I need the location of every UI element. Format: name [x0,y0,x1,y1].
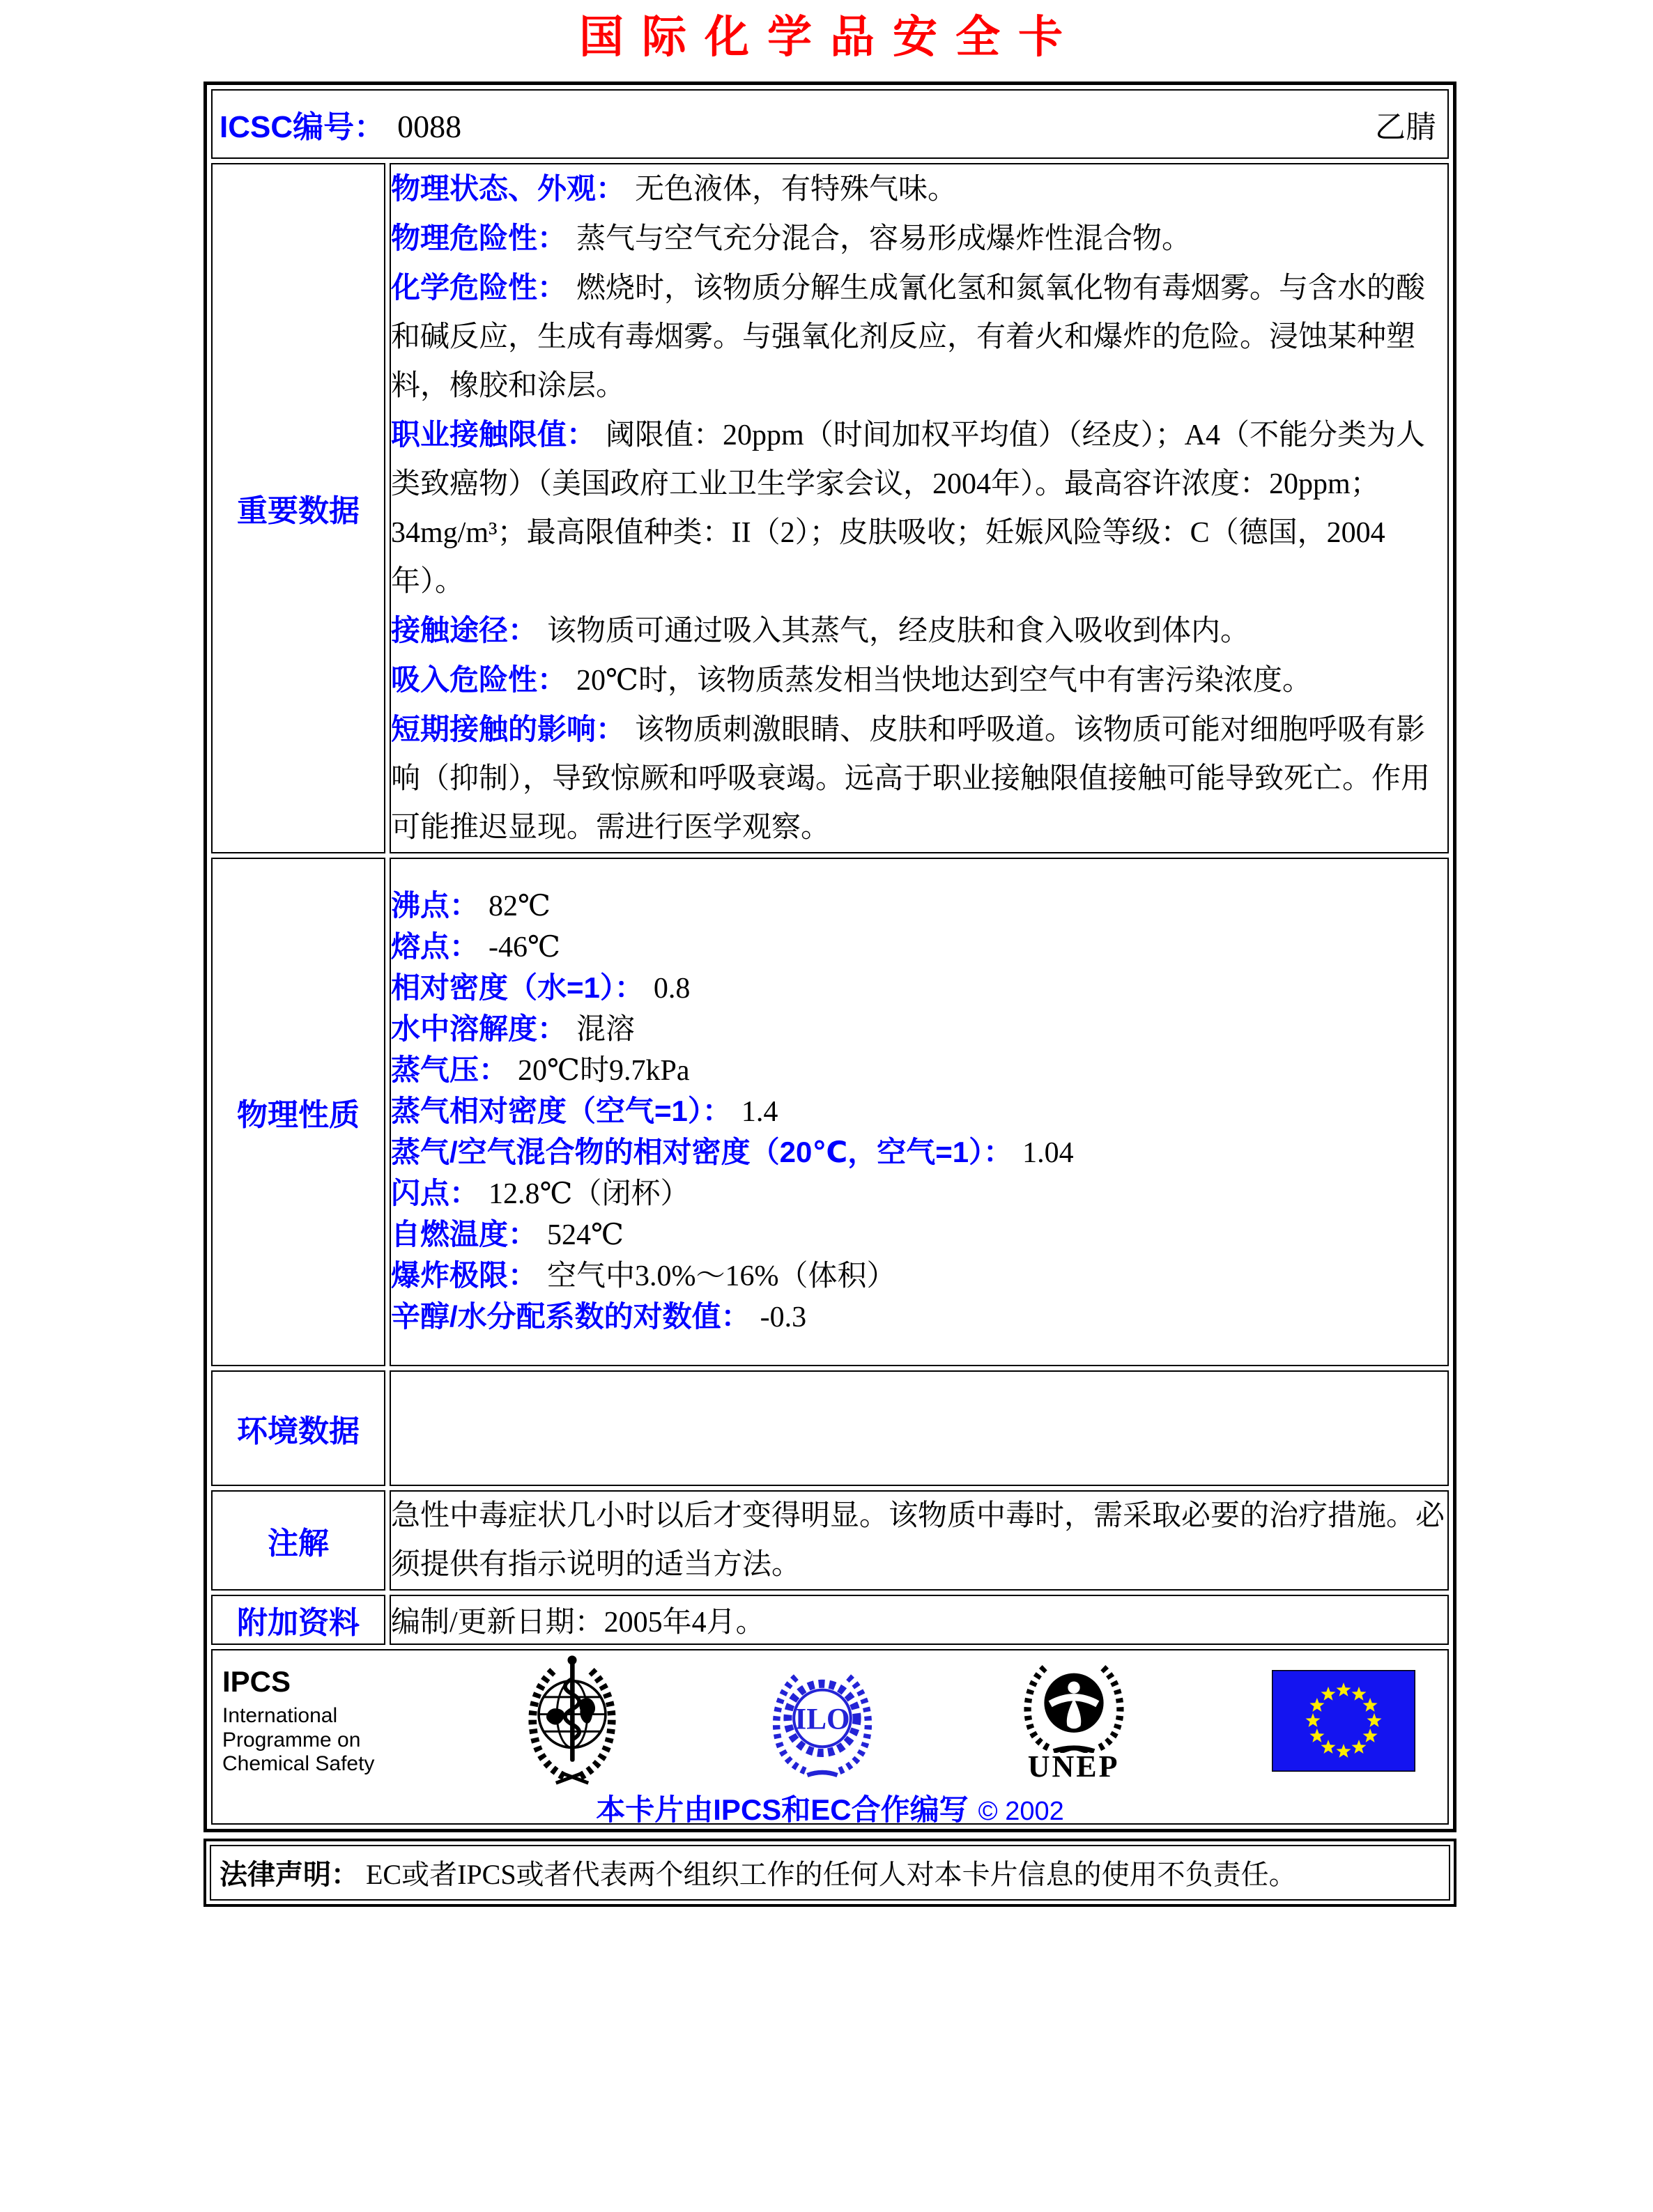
field-value: 12.8℃（闭杯） [489,1178,690,1211]
additional-info-content: 编制/更新日期：2005年4月。 [390,1595,1449,1645]
prop-water-solubility [391,1009,1447,1050]
ipcs-text-block [222,1665,374,1777]
important-data-content [390,163,1449,853]
field-label: 短期接触的影响： [391,712,626,745]
field-label: 爆炸极限： [391,1259,538,1292]
prop-vapor-density [391,1091,1447,1132]
field-value: 该物质可通过吸入其蒸气，经皮肤和食入吸收到体内。 [547,614,1250,647]
ipcs-line-2: Programme on [222,1728,361,1751]
field-label: 吸入危险性： [391,663,567,696]
field-label: 蒸气/空气混合物的相对密度（20℃，空气=1）： [391,1136,1013,1169]
field-label: 蒸气压： [391,1053,509,1087]
prop-boiling-point [391,885,1447,927]
prop-octanol-water [391,1297,1447,1338]
page-title: 国际化学品安全卡 [579,11,1081,63]
field-value: 0.8 [653,973,691,1005]
who-logo-icon [521,1653,624,1789]
field-value: 1.4 [741,1096,778,1129]
field-value: -0.3 [760,1301,807,1334]
section-label-additional-info: 附加资料 [211,1595,385,1645]
field-label: 物理状态、外观： [391,171,626,205]
physical-properties-row [211,858,1449,1366]
copyright-text: © 2002 [978,1796,1064,1825]
section-label-physical-properties: 物理性质 [211,858,385,1366]
ipcs-line-1: International [222,1704,338,1728]
environmental-data-content [390,1370,1449,1486]
ilo-logo-icon [769,1664,875,1778]
notes-row [211,1490,1449,1591]
section-label-important-data: 重要数据 [211,163,385,853]
section-label-notes: 注解 [211,1490,385,1591]
unep-logo-icon [1022,1657,1126,1753]
field-label: 相对密度（水=1）： [391,971,644,1005]
field-label: 熔点： [391,930,479,964]
field-inhalation-risk [391,656,1447,705]
field-value: 无色液体，有特殊气味。 [635,173,958,206]
field-value: 蒸气与空气充分混合，容易形成爆炸性混合物。 [576,222,1192,255]
card-header [213,91,1447,157]
unep-logo-block [1022,1657,1126,1784]
icsc-number-group [220,102,461,146]
important-data-row [211,163,1449,853]
legal-cell [210,1845,1450,1901]
field-label: 闪点： [391,1177,479,1210]
notes-text: 急性中毒症状几小时以后才变得明显。该物质中毒时，需采取必要的治疗措施。必须提供有指示说明的适当方法。 [391,1499,1445,1581]
footer-cell [211,1649,1449,1825]
field-value: 20℃时9.7kPa [518,1055,690,1088]
prop-melting-point [391,927,1447,968]
field-value: 空气中3.0%～16%（体积） [547,1260,896,1293]
field-occupational-limits [391,410,1447,606]
prop-relative-density [391,968,1447,1009]
field-exposure-routes [391,606,1447,656]
legal-statement-table [203,1839,1456,1907]
field-value: 燃烧时，该物质分解生成氰化氢和氮氧化物有毒烟雾。与含水的酸和碱反应，生成有毒烟雾。与强氧化剂反应，有着火和爆炸的危险。浸蚀某种塑料，橡胶和涂层。 [391,272,1426,402]
card-container [203,0,1456,1907]
physical-properties-content [390,858,1449,1366]
field-label: 沸点： [391,889,479,922]
notes-content [390,1490,1449,1591]
credit-text: 本卡片由IPCS和EC合作编写 [596,1793,969,1825]
field-value: 524℃ [547,1219,624,1252]
field-value: 1.04 [1022,1137,1074,1170]
prop-vapor-pressure [391,1050,1447,1091]
chemical-name: 乙腈 [1375,109,1436,144]
header-row [211,89,1449,159]
footer-row [211,1649,1449,1825]
ipcs-line-3: Chemical Safety [222,1752,375,1776]
prop-explosive-limits [391,1255,1447,1297]
field-label: 物理危险性： [391,221,567,254]
field-value: 20℃时，该物质蒸发相当快地达到空气中有害污染浓度。 [576,664,1312,697]
unep-logo-text: UNEP [1027,1749,1120,1784]
legal-row [210,1845,1450,1901]
field-short-term-effects [391,705,1447,852]
field-physical-state [391,164,1447,214]
ilo-logo-text: ILO [794,1703,850,1736]
icsc-number-label: ICSC编号： [220,109,385,144]
field-label: 辛醇/水分配系数的对数值： [391,1300,751,1333]
field-label: 蒸气相对密度（空气=1）： [391,1095,732,1128]
icsc-number-value: 0088 [397,108,462,144]
credit-line [213,1787,1447,1823]
field-value: 混溶 [576,1014,636,1046]
field-label: 化学危险性： [391,270,567,304]
field-physical-hazard [391,214,1447,263]
logos-row [213,1650,1447,1787]
field-value: 阈限值：20ppm（时间加权平均值）（经皮）；A4（不能分类为人类致癌物）（美国政府工业卫生学家会议，2004年）。最高容许浓度：20ppm；34mg/m³；最高限值种类：II（2）；皮肤吸收；妊娠风险等级：C（德国，2004年）。 [391,419,1426,598]
ipcs-title: IPCS [222,1664,291,1698]
prop-vapor-air-density [391,1132,1447,1173]
field-value: 82℃ [489,890,551,923]
additional-info-row [211,1595,1449,1645]
legal-text: EC或者IPCS或者代表两个组织工作的任何人对本卡片信息的使用不负责任。 [366,1859,1297,1891]
legal-label: 法律声明： [220,1859,359,1891]
field-label: 职业接触限值： [391,417,597,451]
prop-flash-point [391,1173,1447,1214]
field-value: -46℃ [489,931,560,964]
eu-flag-icon [1272,1670,1415,1772]
prop-autoignition-temp [391,1214,1447,1255]
field-label: 接触途径： [391,613,538,647]
section-label-environmental-data: 环境数据 [211,1370,385,1486]
field-label: 自燃温度： [391,1218,538,1251]
environmental-data-row [211,1370,1449,1486]
safety-card-table [203,82,1456,1832]
field-value: 该物质刺激眼睛、皮肤和呼吸道。该物质可能对细胞呼吸有影响（抑制），导致惊厥和呼吸衰竭。远高于职业接触限值接触可能导致死亡。作用可能推迟显现。需进行医学观察。 [391,713,1431,844]
field-chemical-hazard [391,263,1447,410]
field-label: 水中溶解度： [391,1012,567,1046]
